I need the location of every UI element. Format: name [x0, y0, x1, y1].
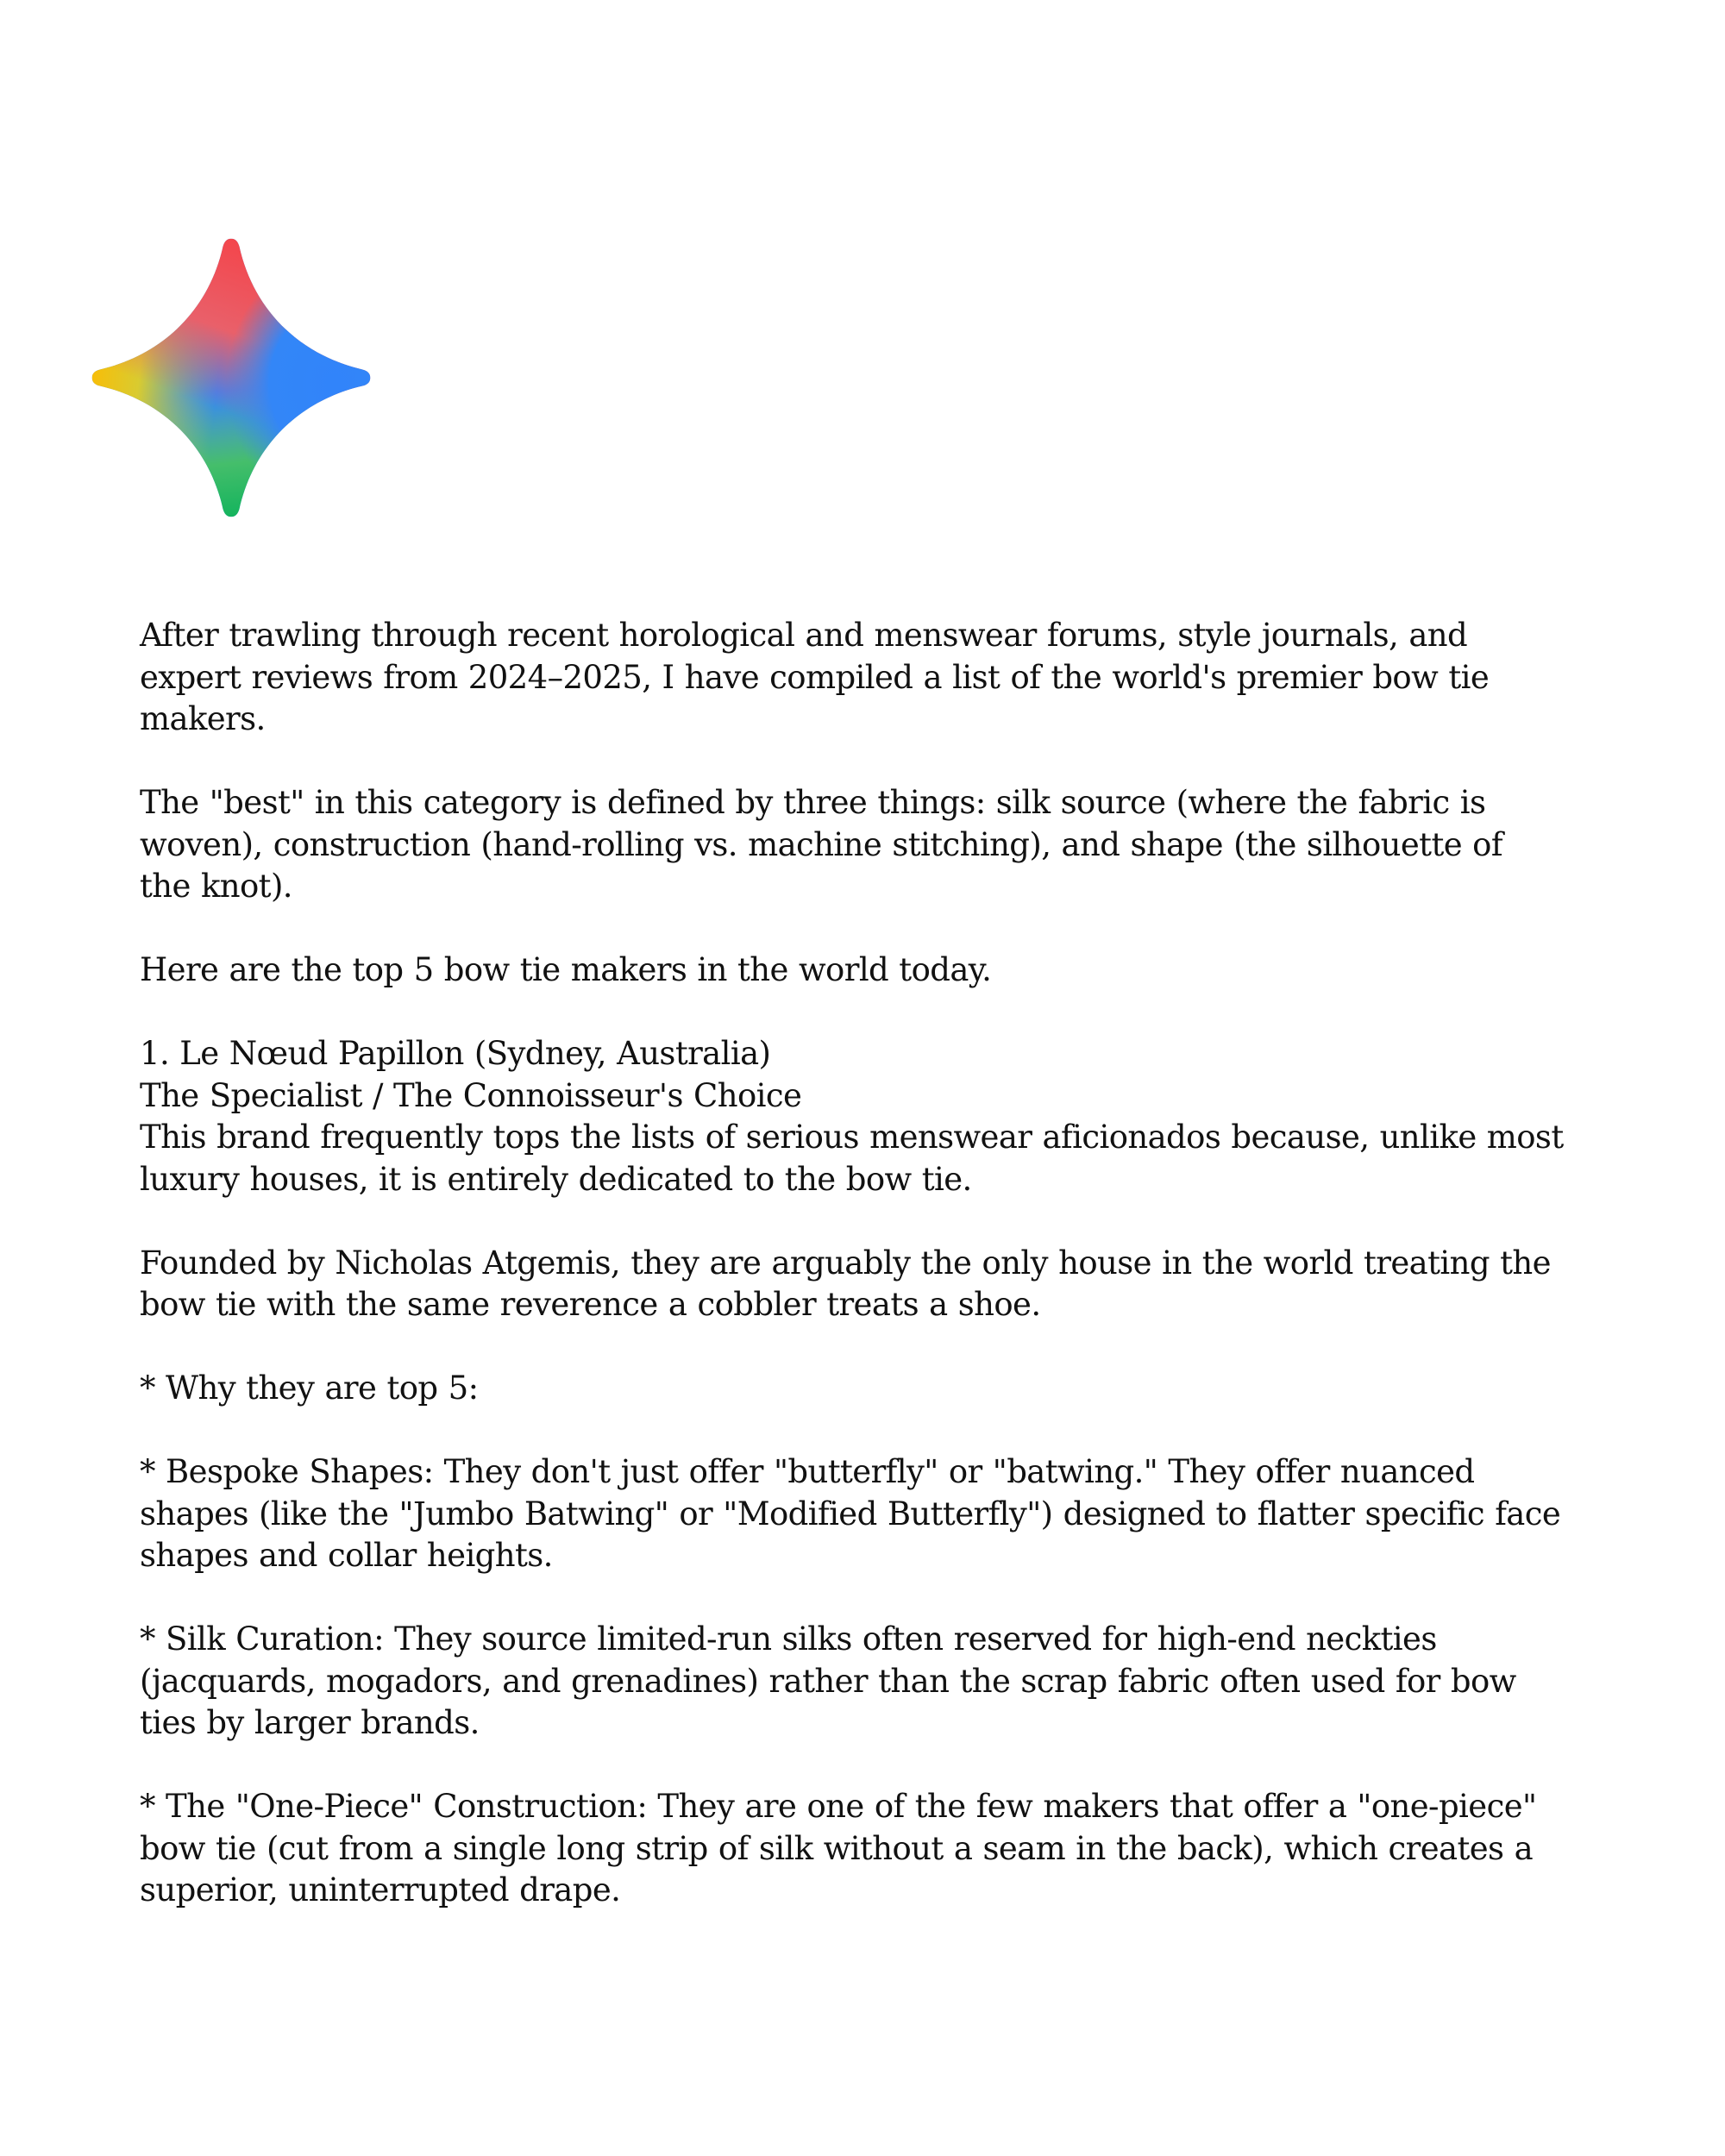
sparkle-svg — [86, 233, 376, 523]
text-line: shapes (like the "Jumbo Batwing" or "Modified Butterfly") designed to flatter specific face — [140, 1495, 1561, 1532]
bullet-one-piece-construction — [140, 1786, 1658, 1912]
text-line: This brand frequently tops the lists of serious menswear aficionados because, unlike most — [140, 1119, 1564, 1156]
text-line: Here are the top 5 bow tie makers in the world today. — [140, 951, 992, 988]
text-line: * Silk Curation: They source limited-run silks often reserved for high-end neckties — [140, 1620, 1437, 1658]
text-line: expert reviews from 2024–2025, I have compiled a list of the world's premier bow tie — [140, 658, 1490, 696]
text-line: * Bespoke Shapes: They don't just offer "butterfly" or "batwing." They offer nuanced — [140, 1453, 1475, 1490]
text-line: luxury houses, it is entirely dedicated to the bow tie. — [140, 1160, 972, 1198]
bullet-silk-curation — [140, 1619, 1658, 1745]
text-line: * Why they are top 5: — [140, 1369, 479, 1407]
text-line: (jacquards, mogadors, and grenadines) rather than the scrap fabric often used for bow — [140, 1662, 1516, 1700]
text-line: bow tie with the same reverence a cobbler treats a shoe. — [140, 1286, 1041, 1323]
response-body — [140, 615, 1658, 1953]
gemini-sparkle-icon — [86, 233, 376, 523]
maker-1-subtitle: The Specialist / The Connoisseur's Choice — [140, 1076, 802, 1114]
text-line: the knot). — [140, 868, 292, 905]
text-line: shapes and collar heights. — [140, 1537, 553, 1574]
criteria-paragraph — [140, 782, 1658, 908]
list-intro-paragraph — [140, 950, 1658, 992]
text-line: ties by larger brands. — [140, 1704, 480, 1741]
bullet-bespoke-shapes — [140, 1451, 1658, 1577]
text-line: Founded by Nicholas Atgemis, they are arguably the only house in the world treating the — [140, 1244, 1551, 1282]
text-line: woven), construction (hand-rolling vs. machine stitching), and shape (the silhouette of — [140, 825, 1502, 863]
why-top-5-heading — [140, 1368, 1658, 1410]
text-line: The "best" in this category is defined by three things: silk source (where the fabric is — [140, 784, 1486, 821]
text-line: superior, uninterrupted drape. — [140, 1871, 621, 1908]
text-line: bow tie (cut from a single long strip of silk without a seam in the back), which creates a — [140, 1829, 1534, 1867]
intro-paragraph — [140, 615, 1658, 741]
text-line: * The "One-Piece" Construction: They are one of the few makers that offer a "one-piece" — [140, 1788, 1537, 1825]
text-line: After trawling through recent horological and menswear forums, style journals, and — [140, 617, 1468, 654]
maker-1-paragraph — [140, 1033, 1658, 1200]
founder-paragraph — [140, 1243, 1658, 1326]
maker-1-heading: 1. Le Nœud Papillon (Sydney, Australia) — [140, 1035, 771, 1072]
text-line: makers. — [140, 700, 266, 737]
